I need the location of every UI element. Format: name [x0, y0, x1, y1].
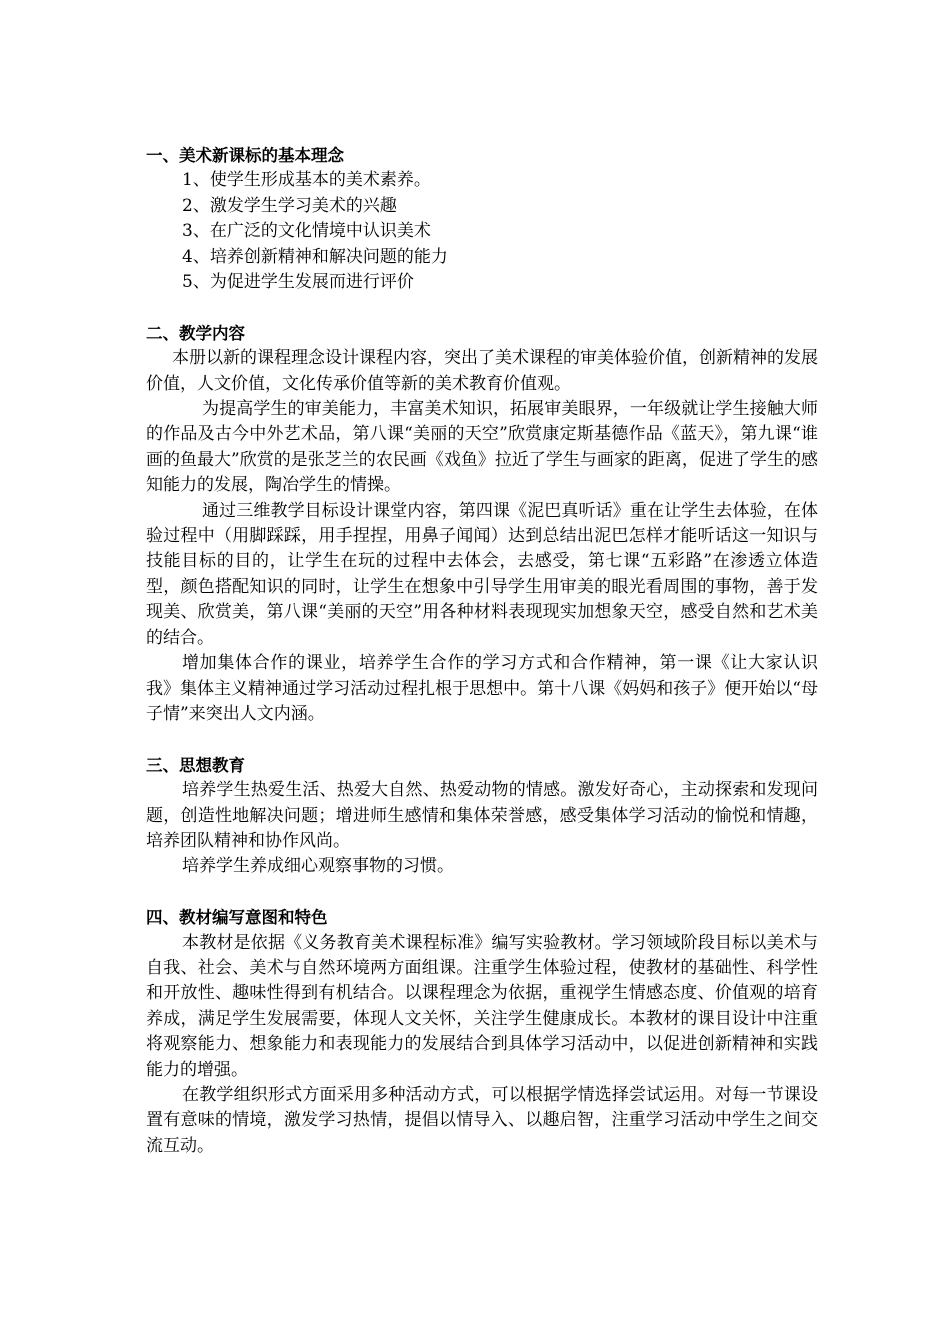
list-item: 3、在广泛的文化情境中认识美术 — [182, 221, 431, 242]
section-2-paragraph: 通过三维教学目标设计课堂内容，第四课《泥巴真听话》重在让学生去体验，在体验过程中（用脚踩踩，用手捏捏，用鼻子闻闻）达到总结出泥巴怎样才能听话这一知识与技能目标的目的，让学生在玩的过程中去体会，去感受，第七课“五彩路”在渗透立体造型，颜色搭配知识的同时，让学生在想象中引导学生用审美的眼光看周围的事物，善于发现美、欣赏美，第八课“美丽的天空”用各种材料表现现实加想象天空，感受自然和艺术美的结合。 — [146, 500, 818, 648]
section-1-list — [146, 168, 818, 295]
section-2-paragraph: 增加集体合作的课业，培养学生合作的学习方式和合作精神，第一课《让大家认识我》集体主义精神通过学习活动过程扎根于思想中。第十八课《妈妈和孩子》便开始以“母子情”来突出人文内涵。 — [146, 653, 818, 724]
section-3-paragraph: 培养学生养成细心观察事物的习惯。 — [182, 856, 454, 877]
list-item: 5、为促进学生发展而进行评价 — [182, 272, 414, 293]
section-3-paragraph: 培养学生热爱生活、热爱大自然、热爱动物的情感。激发好奇心，主动探索和发现问题，创造性地解决问题；增进师生感情和集体荣誉感，感受集体学习活动的愉悦和情趣，培养团队精神和协作风尚。 — [146, 780, 818, 851]
section-3-title: 三、思想教育 — [146, 755, 245, 775]
list-item: 1、使学生形成基本的美术素养。 — [182, 170, 431, 191]
list-item: 4、培养创新精神和解决问题的能力 — [182, 246, 448, 267]
section-spacer — [146, 880, 818, 905]
section-2-paragraph: 本册以新的课程理念设计课程内容，突出了美术课程的审美体验价值，创新精神的发展价值，人文价值，文化传承价值等新的美术教育价值观。 — [146, 348, 818, 394]
section-4-title: 四、教材编写意图和特色 — [146, 908, 328, 928]
list-item: 2、激发学生学习美术的兴趣 — [182, 195, 397, 216]
section-4-paragraph: 在教学组织形式方面采用多种活动方式，可以根据学情选择尝试运用。对每一节课设置有意味的情境，激发学习热情，提倡以情导入、以趣启智，注重学习活动中学生之间交流互动。 — [146, 1084, 818, 1156]
section-spacer — [146, 295, 818, 320]
document-page — [146, 143, 818, 1159]
section-2-paragraph: 为提高学生的审美能力，丰富美术知识，拓展审美眼界，一年级就让学生接触大师的作品及古今中外艺术品，第八课“美丽的天空”欣赏康定斯基德作品《蓝天》，第九课“谁画的鱼最大”欣赏的是张芝兰的农民画《戏鱼》拉近了学生与画家的距离，促进了学生的感知能力的发展，陶冶学生的情操。 — [146, 399, 818, 496]
section-4-paragraph: 本教材是依据《义务教育美术课程标准》编写实验教材。学习领域阶段目标以美术与自我、社会、美术与自然环境两方面组课。注重学生体验过程，使教材的基础性、科学性和开放性、趣味性得到有机结合。以课程理念为依据，重视学生情感态度、价值观的培育养成，满足学生发展需要，体现人文关怀，关注学生健康成长。本教材的课目设计中注重将观察能力、想象能力和表现能力的发展结合到具体学习活动中，以促进创新精神和实践能力的增强。 — [146, 932, 818, 1080]
section-2-title: 二、教学内容 — [146, 323, 245, 343]
section-1-title: 一、美术新课标的基本理念 — [146, 146, 344, 165]
section-spacer — [146, 727, 818, 752]
